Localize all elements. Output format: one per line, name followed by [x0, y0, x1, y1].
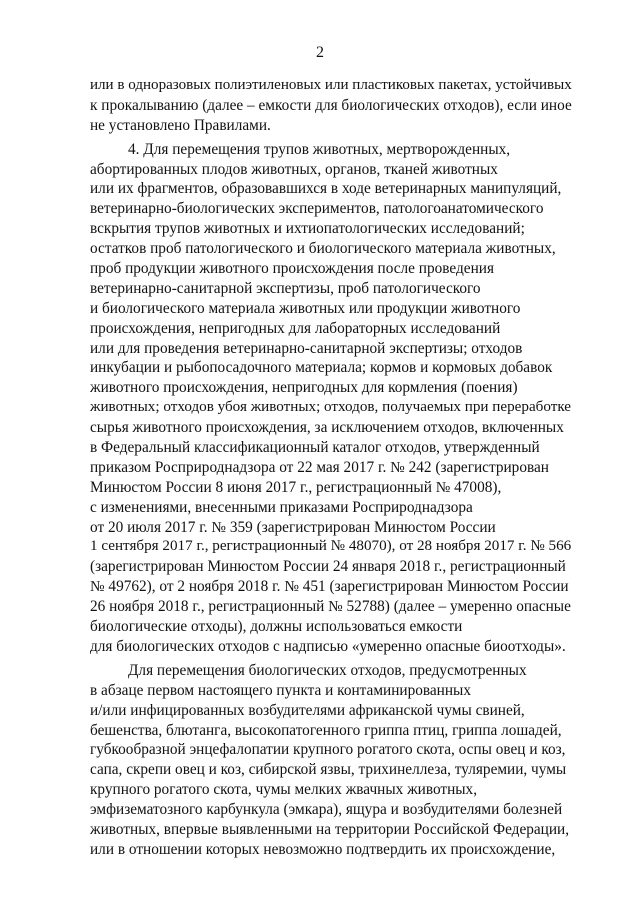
text-line: в Федеральный классификационный каталог отходов, утвержденный [90, 439, 540, 457]
text-line: сырья животного происхождения, за исключением отходов, включенных [90, 419, 564, 437]
text-line: или в одноразовых полиэтиленовых или пластиковых пакетах, устойчивых [90, 77, 572, 93]
text-line: крупного рогатого скота, чумы мелких жвачных животных, [90, 781, 478, 799]
text-line: вскрытия трупов животных и ихтиопатологических исследований; [90, 220, 525, 238]
text-line: для биологических отходов с надписью «умеренно опасные биоотходы». [90, 637, 566, 655]
text-line: в абзаце первом настоящего пункта и контаминированных [90, 681, 471, 699]
text-line: № 49762), от 2 ноября 2018 г. № 451 (зарегистрирован Минюстом России [90, 578, 569, 596]
text-line: (зарегистрирован Минюстом России 24 января 2018 г., регистрационный [90, 558, 566, 576]
text-line: или в отношении которых невозможно подтвердить их происхождение, [90, 840, 556, 858]
text-line: к прокалыванию (далее – емкости для биологических отходов), если иное [90, 96, 572, 114]
text-line: инкубации и рыбопосадочного материала; кормов и кормовых добавок [90, 359, 553, 377]
text-line: 4. Для перемещения трупов животных, мертворожденных, [128, 140, 511, 158]
paragraph-3 [90, 661, 572, 860]
text-line: не установлено Правилами. [90, 116, 271, 134]
text-line: или их фрагментов, образовавшихся в ходе ветеринарных манипуляций, [90, 180, 562, 198]
text-line: Для перемещения биологических отходов, предусмотренных [128, 661, 527, 679]
text-line: 1 сентября 2017 г., регистрационный № 48070), от 28 ноября 2017 г. № 566 [90, 538, 572, 555]
text-line: ветеринарно-биологических экспериментов, патологоанатомического [90, 200, 544, 218]
text-line: животных, впервые выявленными на территории Российской Федерации, [90, 820, 570, 838]
text-line: бешенства, блютанга, высокопатогенного гриппа птиц, гриппа лошадей, [90, 721, 562, 739]
text-line: или для проведения ветеринарно-санитарной экспертизы; отходов [90, 339, 523, 357]
text-line: биологические отходы), должны использоваться емкости [90, 618, 463, 636]
paragraph-1 [90, 76, 572, 136]
text-line: с изменениями, внесенными приказами Росприроднадзора [90, 498, 473, 516]
text-line: 26 ноября 2018 г., регистрационный № 52788) (далее – умеренно опасные [90, 598, 571, 616]
text-line: губкообразной энцефалопатии крупного рогатого скота, оспы овец и коз, [90, 741, 566, 759]
page-number: 2 [316, 44, 324, 61]
text-line: и биологического материала животных или продукции животного [90, 299, 521, 317]
text-line: и/или инфицированных возбудителями африканской чумы свиней, [90, 701, 525, 719]
text-line: приказом Росприроднадзора от 22 мая 2017 г. № 242 (зарегистрирован [90, 458, 549, 476]
paragraph-2 [90, 140, 572, 657]
text-line: ветеринарно-санитарной экспертизы, проб патологического [90, 279, 481, 297]
text-line: животных; отходов убоя животных; отходов, получаемых при переработке [90, 399, 572, 416]
text-line: происхождения, непригодных для лабораторных исследований [90, 319, 501, 337]
text-line: от 20 июля 2017 г. № 359 (зарегистрирован Минюстом России [90, 518, 496, 536]
text-line: остатков проб патологического и биологического материала животных, [90, 240, 556, 258]
text-line: сапа, скрепи овец и коз, сибирской язвы, трихинеллеза, туляремии, чумы [90, 761, 567, 779]
text-line: абортированных плодов животных, органов, тканей животных [90, 160, 498, 178]
text-line: эмфизематозного карбункула (эмкара), ящура и возбудителями болезней [90, 801, 563, 819]
text-line: проб продукции животного происхождения после проведения [90, 260, 494, 278]
text-line: животного происхождения, непригодных для кормления (поения) [90, 379, 518, 397]
body-text [90, 76, 572, 860]
text-line: Минюстом России 8 июня 2017 г., регистрационный № 47008), [90, 478, 502, 496]
